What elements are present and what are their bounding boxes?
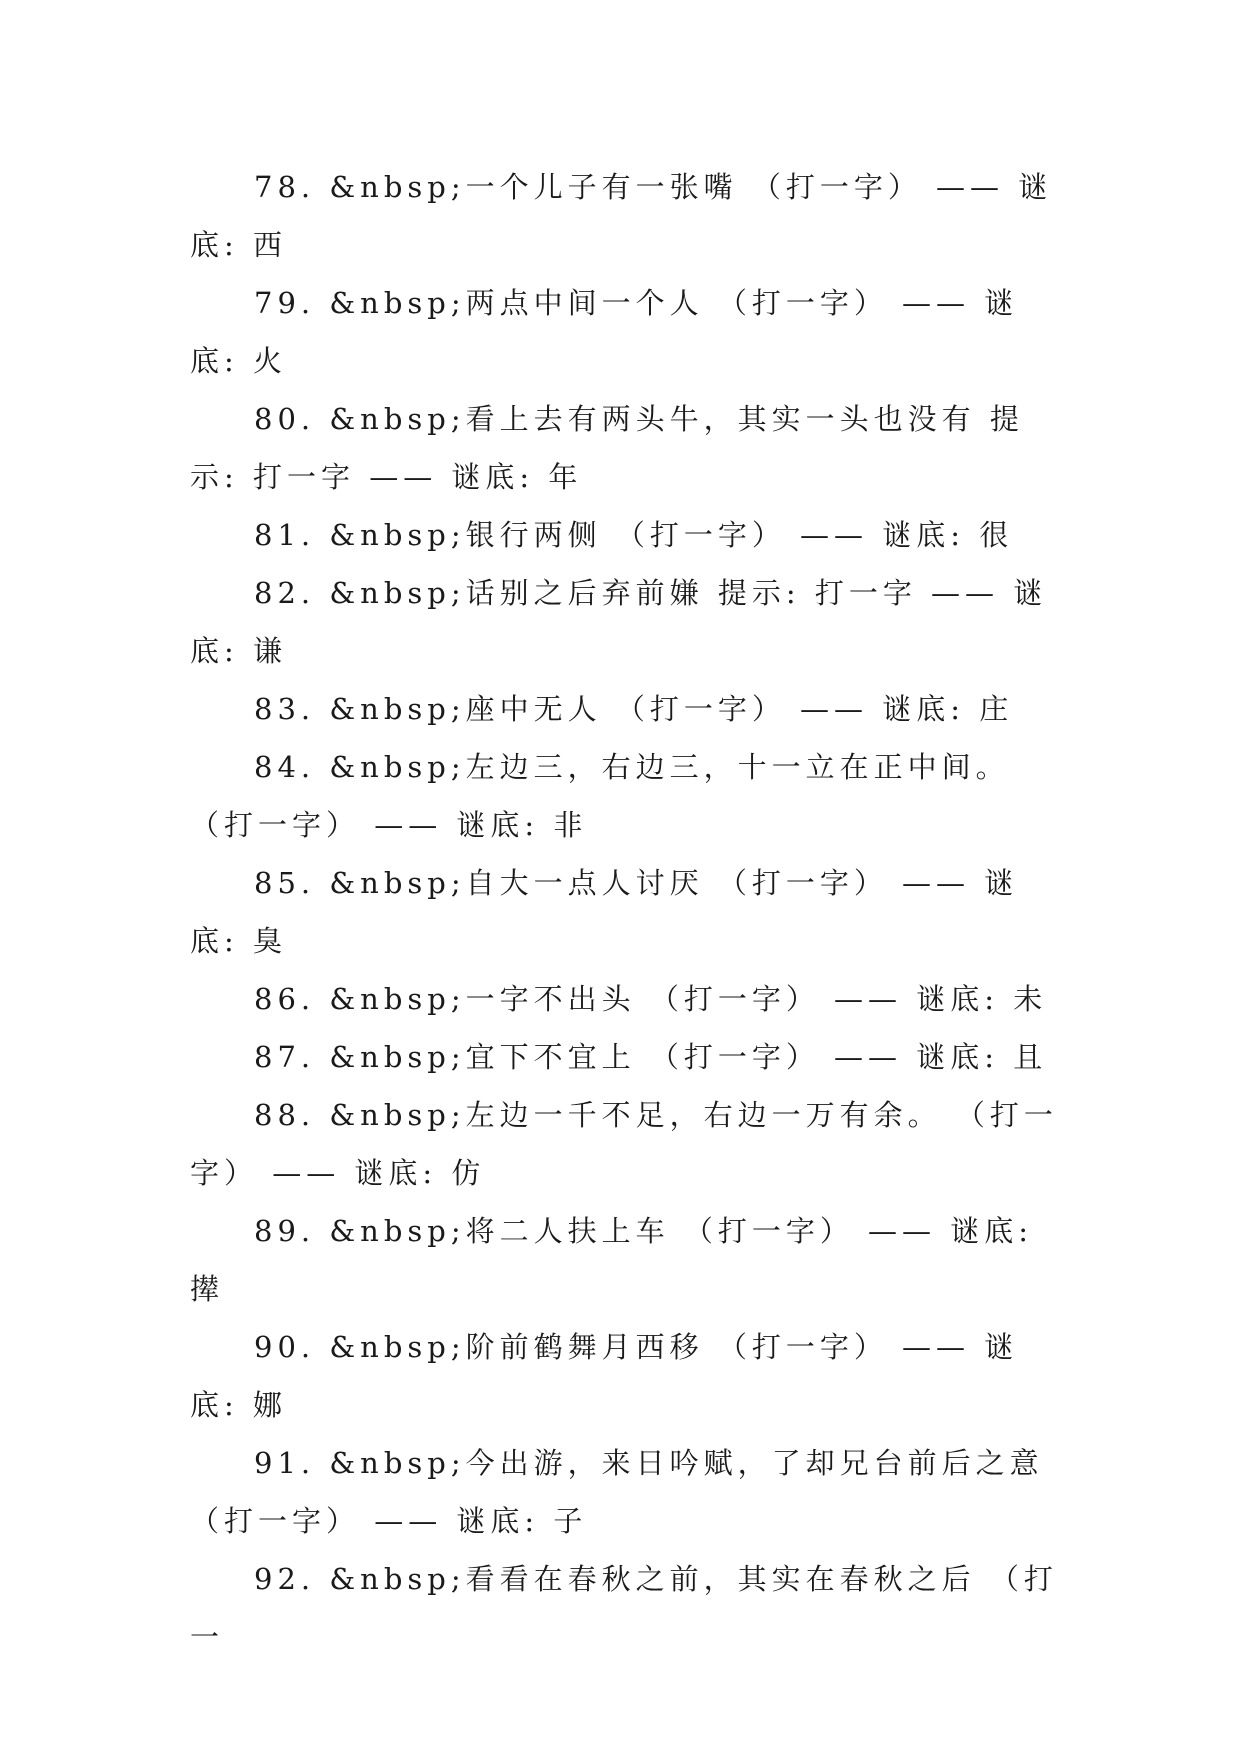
riddle-82: 82. &nbsp;话别之后弃前嫌 提示: 打一字 —— 谜底: 谦 <box>190 576 1048 668</box>
riddle-79: 79. &nbsp;两点中间一个人 （打一字） —— 谜底: 火 <box>190 286 1019 378</box>
riddle-83: 83. &nbsp;座中无人 （打一字） —— 谜底: 庄 <box>254 692 1014 726</box>
riddle-91: 91. &nbsp;今出游，来日吟赋，了却兄台前后之意 （打一字） —— 谜底: 子 <box>190 1446 1044 1538</box>
riddle-86: 86. &nbsp;一字不出头 （打一字） —— 谜底: 未 <box>254 982 1048 1016</box>
riddle-89: 89. &nbsp;将二人扶上车 （打一字） —— 谜底: 撵 <box>190 1214 1034 1306</box>
riddle-87: 87. &nbsp;宜下不宜上 （打一字） —— 谜底: 且 <box>254 1040 1048 1074</box>
riddle-list <box>190 158 1060 1666</box>
riddle-92: 92. &nbsp;看看在春秋之前，其实在春秋之后 （打一 <box>190 1562 1058 1654</box>
riddle-84: 84. &nbsp;左边三，右边三，十一立在正中间。 （打一字） —— 谜底: 非 <box>190 750 1010 842</box>
riddle-81: 81. &nbsp;银行两侧 （打一字） —— 谜底: 很 <box>254 518 1014 552</box>
riddle-85: 85. &nbsp;自大一点人讨厌 （打一字） —— 谜底: 臭 <box>190 866 1019 958</box>
riddle-90: 90. &nbsp;阶前鹤舞月西移 （打一字） —— 谜底: 娜 <box>190 1330 1019 1422</box>
riddle-88: 88. &nbsp;左边一千不足，右边一万有余。 （打一字） —— 谜底: 仿 <box>190 1098 1058 1190</box>
riddle-80: 80. &nbsp;看上去有两头牛，其实一头也没有 提示: 打一字 —— 谜底: 年 <box>190 402 1024 494</box>
riddle-78: 78. &nbsp;一个儿子有一张嘴 （打一字） —— 谜底: 西 <box>190 170 1053 262</box>
